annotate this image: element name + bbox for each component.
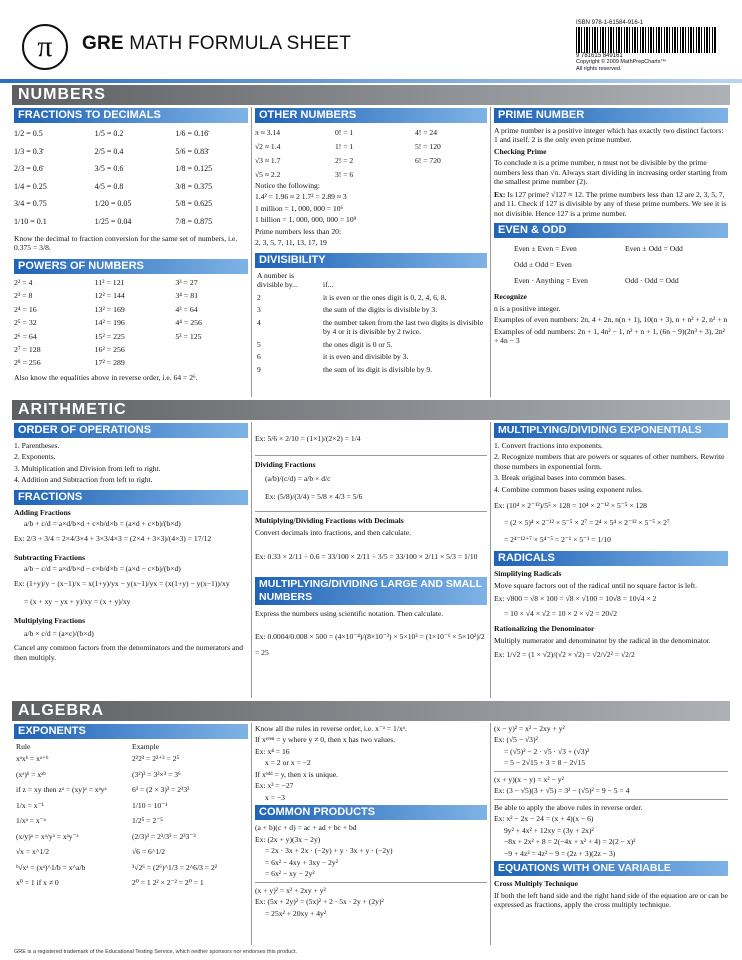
- power-item: 12² = 144: [94, 291, 125, 301]
- odd-power-rule: If xᵒᵈᵈ = y, then x is unique.: [255, 769, 339, 779]
- exponent-example: √6 = 6^1/2: [132, 847, 166, 857]
- fraction-item: 1/5 = 0.2: [94, 129, 124, 138]
- section-radicals: RADICALS: [494, 551, 728, 566]
- even-odd-item: Even ± Even = Even: [514, 244, 577, 254]
- divider: [255, 511, 487, 512]
- exponentials-step: 4. Combine common bases using exponent rules.: [494, 484, 643, 494]
- fraction-item: 2/5 = 0.4: [94, 146, 124, 156]
- fraction-item: 1/25 = 0.04: [94, 216, 132, 226]
- band-numbers: NUMBERS: [12, 85, 730, 105]
- exponent-row: [14, 782, 248, 797]
- section-divisibility: DIVISIBILITY: [255, 253, 487, 268]
- recognize-heading: Recognize: [494, 292, 527, 302]
- subtracting-rule: a/b − c/d = a×d/b×d − c×b/d×b = (a×d − c×b)/(b×d): [24, 564, 181, 574]
- section-large-small-numbers: MULTIPLYING/DIVIDING LARGE AND SMALL NUMBERS: [255, 577, 487, 605]
- section-fractions-to-decimals: FRACTIONS TO DECIMALS: [14, 108, 248, 123]
- div-header-2: if...: [323, 280, 334, 290]
- numbers-col-left: [14, 108, 248, 396]
- power-item: 3⁴ = 81: [175, 291, 199, 301]
- other-number-item: √2 ≈ 1.4: [255, 142, 281, 151]
- isbn-text: ISBN 978-1-61584-916-1: [576, 20, 644, 26]
- barcode-icon: [576, 27, 716, 53]
- fraction-item: 7/8 = 0.875: [175, 216, 213, 226]
- other-number-item: 6! = 720: [415, 156, 441, 165]
- power-item: 13² = 169: [94, 304, 125, 314]
- order-ops-item: 2. Exponents.: [14, 452, 56, 462]
- divisibility-rule: the sum of the digits is divisible by 3.: [323, 305, 438, 315]
- numbers-col-middle: [255, 108, 487, 396]
- exponent-rule: 1/x = x⁻¹: [16, 800, 44, 810]
- divisibility-row: [255, 302, 487, 314]
- other-number-item: √5 ≈ 2.2: [255, 170, 281, 179]
- adding-example: Ex: 2/3 + 3/4 = 2×4/3×4 + 3×3/4×3 = (2×4 + 3×3)/(4×3) = 17/12: [14, 533, 212, 543]
- decimal-example: Ex: 0.33 × 2/11 ÷ 0.6 = 33/100 × 2/11 ÷ 3/5 = 33/100 × 2/11 × 5/3 = 1/10: [255, 552, 478, 562]
- arith-col-middle: [255, 423, 487, 697]
- cp-ex-1-step2: = 6x² − 4xy + 3xy − 2y²: [265, 857, 338, 867]
- exponent-example: (3²)³ = 3²×³ = 3⁶: [132, 769, 181, 779]
- cp-ex-2: Ex: (5x + 2y)² = (5x)² + 2 · 5x · 2y + (2y)²: [255, 897, 384, 907]
- decimal-text: Convert decimals into fractions, and then calculate.: [255, 527, 412, 537]
- exponent-example: ³√2⁶ = (2⁶)^1/3 = 2^6/3 = 2²: [132, 862, 218, 872]
- other-number-item: 1! = 1: [335, 142, 354, 151]
- fraction-item: 1/2 = 0.5: [14, 129, 43, 138]
- even-odd-item: Even · Anything = Even: [514, 276, 588, 286]
- fraction-item: 3/4 = 0.75: [14, 199, 47, 208]
- prime-ex-label: Ex:: [494, 189, 506, 199]
- adding-rule: a/b + c/d = a×d/b×d + c×b/d×b = (a×d + c×b)/(b×d): [24, 519, 181, 529]
- exponent-row: [14, 798, 248, 813]
- other-number-item: √3 ≈ 1.7: [255, 156, 281, 165]
- divider: [255, 882, 487, 883]
- other-number-item: 5! = 120: [415, 142, 441, 151]
- other-number-item: 3! = 6: [335, 170, 354, 179]
- ar-ex-1: Ex: (√5 − √3)²: [494, 735, 538, 745]
- ar-ex-2: Ex: (3 − √5)(3 + √5) = 3² − (√5)² = 9 − 5 = 4: [494, 786, 630, 796]
- exponentials-step: 3. Break original bases into common bases.: [494, 473, 627, 483]
- exponent-row: [14, 860, 248, 875]
- exponent-row: [14, 813, 248, 828]
- simplifying-text: Move square factors out of the radical until no square factor is left.: [494, 580, 698, 590]
- mult-example: Ex: 5/6 × 2/10 = (1×1)/(2×2) = 1/4: [255, 434, 361, 443]
- divider: [490, 723, 491, 945]
- divisibility-row: [255, 315, 487, 337]
- exponent-rule: x⁰ = 1 if x ≠ 0: [16, 878, 59, 888]
- recognize-r3: Examples of odd numbers: 2n + 1, 4n² − 1, n² + n + 1, (6n − 9)(2n³ + 3), 2n² + 4n − 3: [494, 326, 725, 346]
- divisibility-rule: it is even and divisible by 3.: [323, 352, 409, 362]
- order-ops-list: [14, 441, 248, 485]
- odd-power-ans: x = −3: [265, 792, 285, 802]
- fraction-item: 3/8 = 0.375: [175, 181, 213, 191]
- power-item: 16² = 256: [94, 345, 125, 354]
- other-number-item: 4! = 24: [415, 128, 437, 137]
- rationalizing-text: Multiply numerator and denominator by the radical in the denominator.: [494, 635, 711, 645]
- other-number-item: [415, 168, 487, 181]
- header-divider: [0, 79, 742, 83]
- divisibility-rule: the sum of its digit is divisible by 9.: [323, 364, 433, 374]
- exponentials-ex2: = (2 × 5)⁴ × 2⁻¹² × 5⁻⁵ × 2⁷ = 2⁴ × 5⁴ × 2⁻¹² × 5⁻⁵ × 2⁷: [504, 518, 670, 528]
- other-n4: Prime numbers less than 20:: [255, 226, 342, 236]
- ar-ex-3: Ex: x² − 2x − 24 = (x + 4)(x − 6): [494, 814, 594, 824]
- divider: [490, 422, 491, 698]
- fraction-item: 2/3 = 0.6̄: [14, 164, 43, 173]
- even-power-rule: If xᵉᵛᵉⁿ = y where y ≠ 0, then x has two values.: [255, 735, 396, 745]
- cp-ex-1: Ex: (2x + y)(3x − 2y): [255, 834, 321, 844]
- cp-ex-2-step1: = 25x² + 20xy + 4y²: [265, 908, 327, 918]
- decimal-heading: Multiplying/Dividing Fractions with Decimals: [255, 516, 404, 526]
- exponentials-ex1: Ex: (10⁴ × 2⁻¹²)/5⁵ × 128 = 10⁴ × 2⁻¹² × 5⁻⁵ × 128: [494, 501, 647, 511]
- section-exponentials: MULTIPLYING/DIVIDING EXPONENTIALS: [494, 423, 728, 438]
- fraction-item: 1/8 = 0.125: [175, 164, 213, 173]
- cp-ex-1-step3: = 6x² − xy − 2y²: [265, 869, 315, 879]
- fraction-item: 5/6 = 0.83̄: [175, 146, 209, 156]
- dividing-heading: Dividing Fractions: [255, 460, 316, 469]
- power-item: 2⁵ = 32: [14, 318, 37, 328]
- recognize-r1: n is a positive integer.: [494, 303, 561, 313]
- divisibility-row: [255, 349, 487, 361]
- fraction-note: Know the decimal to fraction conversion for the same set of numbers, i.e. 0.375 = 3/8.: [14, 234, 238, 253]
- ar-rule-2: (x + y)(x − y) = x² − y²: [494, 774, 564, 784]
- reverse-rule: Know all the rules in reverse order, i.e. x⁻ᵃ = 1/xᵃ.: [255, 724, 407, 733]
- divisor: 5: [257, 339, 261, 349]
- other-number-item: π ≈ 3.14: [255, 128, 281, 137]
- divisibility-row: [255, 337, 487, 349]
- large-example: Ex: 0.0004/0.008 × 500 = (4×10⁻⁴)/(8×10⁻³) × 5×10² = (1×10⁻¹ × 5×10²)/2 = 25: [255, 631, 485, 657]
- fraction-item: 1/3 = 0.3̄: [14, 146, 43, 156]
- other-n1: 1.4² = 1.96 ≈ 2 1.7² = 2.89 ≈ 3: [255, 192, 347, 202]
- algebra-col-right: [494, 724, 728, 946]
- algebra-col-left: [14, 724, 248, 946]
- power-item: 2² = 4: [14, 277, 33, 287]
- power-item: 11² = 121: [94, 277, 125, 287]
- dividing-example: Ex: (5/8)/(3/4) = 5/8 × 4/3 = 5/6: [265, 492, 363, 502]
- fraction-item: 1/6 = 0.16̄: [175, 129, 209, 138]
- section-exponents: EXPONENTS: [14, 724, 248, 739]
- power-item: 2³ = 8: [14, 291, 33, 301]
- rationalizing-example: Ex: 1/√2 = (1 × √2)/(√2 × √2) = √2/√2² = √2/2: [494, 650, 635, 660]
- exponent-rule: ᵇ√xᵃ = (xᵃ)^1/b = x^a/b: [16, 862, 86, 872]
- divisor: 6: [257, 352, 261, 362]
- section-other-numbers: OTHER NUMBERS: [255, 108, 487, 123]
- divisibility-rule: it is even or the ones digit is 0, 2, 4, 6, 8.: [323, 292, 447, 302]
- numbers-col-right: [494, 108, 728, 396]
- other-notice: Notice the following:: [255, 181, 320, 190]
- exponent-rule: (xᵃ)ᵇ = xᵃᵇ: [16, 769, 46, 779]
- power-item: 14² = 196: [94, 318, 125, 328]
- header: [0, 0, 742, 80]
- prime-p2: To conclude n is a prime number, n must not be divisible by the prime numbers less than √n. Always start dividing in increasing order starting from the smallest prime number (2).: [494, 158, 728, 187]
- exponents-example-header: Example: [132, 742, 159, 751]
- exponent-row: [14, 767, 248, 782]
- cp-ex-1-step1: = 2x · 3x + 2x · (−2y) + y · 3x + y · (−2y): [265, 846, 393, 856]
- band-algebra: ALGEBRA: [12, 701, 730, 721]
- exponentials-step: 1. Convert fractions into exponents.: [494, 441, 603, 450]
- simplifying-heading: Simplifying Radicals: [494, 569, 562, 579]
- fraction-item: 5/8 = 0.625: [175, 199, 213, 208]
- barcode: [576, 20, 716, 73]
- exponent-row: [14, 875, 248, 890]
- exponentials-steps: [494, 441, 728, 494]
- rights-text: All rights reserved.: [576, 66, 622, 72]
- cross-text: If both the left hand side and the right hand side of the equation are or can be expressed as fractions, apply the cross multiply technique.: [494, 890, 728, 910]
- divisor: 2: [257, 292, 261, 302]
- section-powers-of-numbers: POWERS OF NUMBERS: [14, 259, 248, 274]
- exponent-row: [14, 829, 248, 844]
- multiplying-rule: a/b × c/d = (a×c)/(b×d): [24, 629, 94, 639]
- exponents-rule-header: Rule: [16, 742, 31, 751]
- powers-note: Also know the equalities above in reverse order, i.e. 64 = 2⁶.: [14, 372, 198, 382]
- simplifying-ex1: Ex: √800 = √8 × 100 = √8 × √100 = 10√8 = 10√4 × 2: [494, 594, 657, 604]
- arith-col-left: [14, 423, 248, 697]
- exponentials-ex3: = 2⁴⁻¹²⁺⁷ × 5⁴⁻⁵ = 2⁻¹ × 5⁻¹ = 1/10: [504, 535, 611, 545]
- divisor: 4: [257, 317, 261, 327]
- divisor: 9: [257, 364, 261, 374]
- divider: [251, 723, 252, 945]
- divider: [494, 799, 728, 800]
- power-item: 4³ = 64: [175, 304, 198, 314]
- cp-rule-1: (a + b)(c + d) = ac + ad + bc + bd: [255, 823, 357, 833]
- power-item: 3³ = 27: [175, 277, 198, 287]
- prime-example: Is 127 prime? √127 ≈ 12. The prime numbers less than 12 are 2, 3, 5, 7, and 11. Check if 127 is divisible by any of these prime numbers. We see it is not divisible. Hence 127 is a prime number.: [494, 189, 727, 218]
- dividing-rule: (a/b)/(c/d) = a/b × d/c: [265, 474, 331, 484]
- pi-logo-icon: π: [22, 24, 68, 70]
- exponent-example: (2/3)³ = 2³/3³ = 2³3⁻³: [132, 831, 196, 841]
- other-numbers-table: [255, 126, 487, 181]
- subtracting-example-2: = (x + xy − yx + y)/xy = (x + y)/xy: [24, 596, 131, 606]
- ar-reverse: Be able to apply the above rules in reverse order.: [494, 802, 643, 812]
- section-common-products: COMMON PRODUCTS: [255, 805, 487, 820]
- divider: [490, 107, 491, 397]
- even-odd-item: Odd ± Odd = Even: [514, 260, 572, 270]
- large-text: Express the numbers using scientific notation. Then calculate.: [255, 609, 444, 619]
- div-header-1: A number is divisible by...: [257, 270, 298, 290]
- divider: [251, 107, 252, 397]
- rationalizing-heading: Rationalizing the Denominator: [494, 624, 595, 634]
- prime-p1: A prime number is a positive integer which has exactly two distinct factors: 1 and itself. 2 is the only even prime number.: [494, 126, 724, 145]
- exponent-example: 6³ = (2 × 3)³ = 2³3³: [132, 785, 190, 795]
- fraction-item: 3/5 = 0.6: [94, 164, 124, 173]
- power-item: 17² = 289: [94, 358, 125, 368]
- exponent-row: [14, 844, 248, 859]
- prime-checking-heading: Checking Prime: [494, 146, 547, 156]
- barcode-number: 9 781615 849161: [576, 53, 623, 59]
- order-ops-item: 3. Multiplication and Division from left to right.: [14, 463, 161, 473]
- other-n3: 1 billion = 1, 000, 000, 000 = 10⁹: [255, 215, 357, 225]
- ar-ex-3d: −9 + 4z² = 4z² − 9 = (2z + 3)(2z − 3): [504, 848, 616, 858]
- power-item: [175, 357, 248, 369]
- divisibility-rule: the ones digit is 0 or 5.: [323, 339, 393, 349]
- exponentials-step: 2. Recognize numbers that are powers or squares of other numbers. Rewrite those numbers in exponential form.: [494, 452, 725, 471]
- recognize-r2: Examples of even numbers: 2n, 4 + 2n, n(n + 1), 10(n + 3), n + n² + 2, n² + n: [494, 315, 728, 325]
- even-odd-item: [625, 257, 728, 272]
- multiplying-note: Cancel any common factors from the denominators and the numerators and then multiply.: [14, 643, 244, 662]
- divider: [251, 422, 252, 698]
- ar-ex-1-step2: = 5 − 2√15 + 3 = 8 − 2√15: [504, 758, 586, 768]
- section-prime-number: PRIME NUMBER: [494, 108, 728, 123]
- exponent-row: [14, 751, 248, 766]
- footer-trademark: GRE is a registered trademark of the Educational Testing Service, which neither sponsors nor endorses this product.: [14, 949, 297, 955]
- subtracting-heading: Subtracting Fractions: [14, 552, 86, 562]
- section-equations-one-variable: EQUATIONS WITH ONE VARIABLE: [494, 861, 728, 876]
- algebra-col-middle: [255, 724, 487, 946]
- other-number-item: 2! = 2: [335, 156, 354, 165]
- exponent-rule: (x/y)ᵃ = xᵃ/yᵃ = xᵃy⁻ᵃ: [16, 831, 79, 841]
- divisibility-row: [255, 290, 487, 302]
- exponent-rule: 1/xᵃ = x⁻ᵃ: [16, 816, 46, 826]
- divider: [494, 771, 728, 772]
- multiplying-heading: Multiplying Fractions: [14, 615, 86, 625]
- powers-table: [14, 277, 248, 370]
- divider: [255, 455, 487, 456]
- other-number-item: 0! = 1: [335, 128, 354, 137]
- cross-heading: Cross Multiply Technique: [494, 879, 578, 889]
- exponent-rule: xᵃxᵇ = xᵃ⁺ᵇ: [16, 754, 49, 764]
- even-power-ans: x = 2 or x = −2: [265, 758, 311, 768]
- cp-rule-2: (x + y)² = x² + 2xy + y²: [255, 885, 326, 895]
- order-ops-item: 1. Parentheses.: [14, 441, 60, 450]
- page-title: GRE MATH FORMULA SHEET: [82, 33, 352, 54]
- power-item: 2⁶ = 64: [14, 331, 37, 341]
- fraction-item: 1/4 = 0.25: [14, 181, 47, 191]
- power-item: 2⁴ = 16: [14, 304, 37, 314]
- power-item: 2⁸ = 256: [14, 358, 41, 368]
- exponent-rule: if z = xy then zᵃ = (xy)ᵃ = xᵃyᵃ: [16, 785, 107, 795]
- order-ops-item: 4. Addition and Subtraction from left to right.: [14, 475, 153, 485]
- fraction-item: 4/5 = 0.8: [94, 181, 124, 191]
- band-arithmetic: ARITHMETIC: [12, 400, 730, 420]
- fraction-table: [14, 126, 248, 230]
- power-item: [175, 344, 248, 356]
- adding-heading: Adding Fractions: [14, 507, 71, 517]
- exponent-example: 2⁰ = 1 2² × 2⁻² = 2⁰ = 1: [132, 878, 204, 888]
- divisibility-rule: the number taken from the last two digits is divisible by 4 or it is divisible by 2 twice.: [323, 317, 484, 337]
- subtracting-example: Ex: (1+y)/y − (x−1)/x = x(1+y)/yx − y(x−1)/yx = (x(1+y) − y(x−1))/xy: [14, 578, 230, 588]
- ar-ex-3c: −8x + 2x² + 8 = 2(−4x + x² + 4) = 2(2 − x)²: [504, 837, 636, 847]
- odd-power-ex: Ex: x³ = −27: [255, 781, 294, 791]
- divisibility-table: [255, 271, 487, 374]
- divisibility-row: [255, 362, 487, 374]
- even-odd-table: [494, 241, 728, 288]
- arith-col-right: [494, 423, 728, 697]
- even-odd-item: Even ± Odd = Odd: [625, 244, 683, 254]
- exponent-example: 2²2³ = 2²⁺³ = 2⁵: [132, 754, 180, 764]
- even-odd-item: Odd · Odd = Odd: [625, 276, 679, 286]
- power-item: 2⁷ = 128: [14, 345, 41, 354]
- fraction-item: 1/20 = 0.05: [94, 199, 132, 208]
- section-even-odd: EVEN & ODD: [494, 223, 728, 238]
- exponent-example: 1/2⁵ = 2⁻⁵: [132, 816, 163, 826]
- section-fractions: FRACTIONS: [14, 490, 248, 505]
- exponent-example: 1/10 = 10⁻¹: [132, 800, 168, 810]
- exponent-rule: √x = x^1/2: [16, 847, 50, 857]
- exponents-table: [14, 742, 248, 891]
- power-item: 15² = 225: [94, 331, 125, 341]
- copyright-text: Copyright © 2009 MathPrepCharts™: [576, 59, 666, 65]
- ar-rule-1: (x − y)² = x² − 2xy + y²: [494, 724, 565, 733]
- power-item: 4⁴ = 256: [175, 318, 202, 328]
- power-item: 5³ = 125: [175, 331, 202, 341]
- section-order-of-operations: ORDER OF OPERATIONS: [14, 423, 248, 438]
- ar-ex-3b: 9y² + 4x² + 12xy = (3y + 2x)²: [504, 825, 594, 835]
- even-power-ex: Ex: x⁴ = 16: [255, 746, 290, 756]
- divisor: 3: [257, 305, 261, 315]
- fraction-item: 1/10 = 0.1: [14, 216, 47, 226]
- other-n5: 2, 3, 5, 7, 11, 13, 17, 19: [255, 238, 327, 248]
- ar-ex-1-step1: = (√5)² − 2 · √5 · √3 + (√3)²: [504, 746, 590, 756]
- simplifying-ex2: = 10 × √4 × √2 = 10 × 2 × √2 = 20√2: [504, 609, 618, 619]
- other-n2: 1 million = 1, 000, 000 = 10⁶: [255, 203, 344, 213]
